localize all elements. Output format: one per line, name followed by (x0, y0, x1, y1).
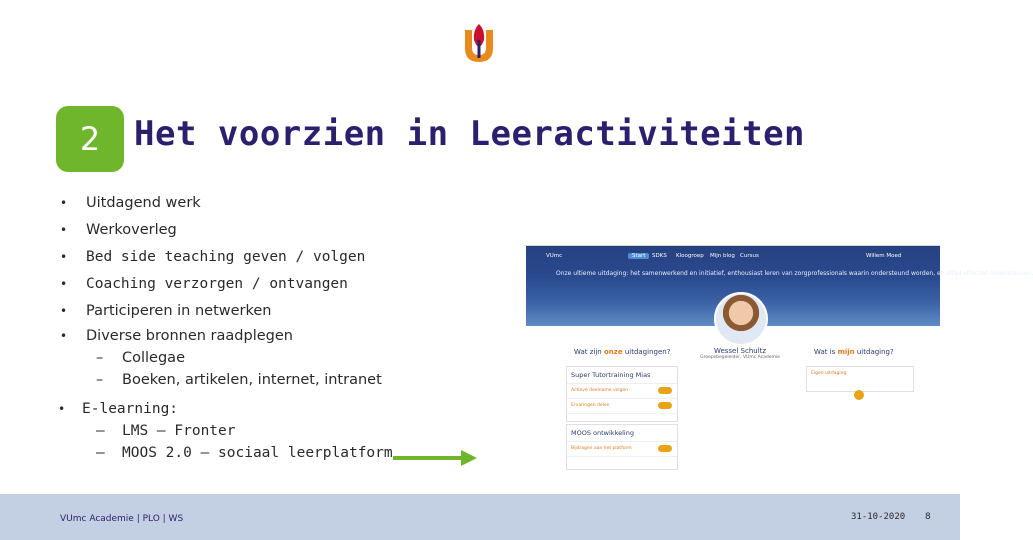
avatar (714, 292, 768, 346)
list-item: • Participeren in netwerken (60, 303, 272, 319)
person-subtitle: Groepsbegeleider, VUmc Academie (700, 355, 780, 360)
sub-list-item: – Collegae (96, 350, 185, 366)
vumc-tulip-logo-icon (462, 20, 496, 64)
list-item: • Uitdagend werk (60, 195, 201, 211)
footer-text: VUmc Academie | PLO | WS (60, 514, 184, 524)
nav-item-blog[interactable]: Mijn blog (710, 253, 735, 259)
platform-nav (526, 250, 940, 264)
person-name: Wessel Schultz (713, 347, 767, 355)
question-right: Wat is mijn uitdaging? (814, 348, 894, 356)
platform-tagline: Onze ultieme uitdaging: het samenwerkend en initiatief, enthousiast leren van zorgprofessionals waarin ondersteund worden, en altijd effectief ondersteunen. (556, 270, 1033, 277)
sub-list-item: – MOOS 2.0 – sociaal leerplatform (96, 445, 393, 461)
challenge-panel-2 (566, 424, 678, 470)
my-challenge-box[interactable]: Eigen uitdaging (806, 366, 914, 392)
panel-row[interactable]: Actieve deelname volgen (567, 384, 677, 399)
toggle-icon[interactable] (658, 445, 672, 452)
footer-bar (0, 494, 960, 540)
panel-row[interactable]: Bijdragen aan het platform (567, 442, 677, 457)
moos-platform-screenshot (524, 236, 1033, 472)
nav-item-sdks[interactable]: SDKS (652, 253, 667, 259)
slide-number-badge (56, 106, 124, 172)
platform-logo: VUmc (546, 253, 563, 259)
user-name[interactable]: Willem Moed (866, 253, 902, 259)
page-number: 8 (925, 512, 931, 522)
question-left: Wat zijn onze uitdagingen? (574, 348, 671, 356)
add-button-icon[interactable] (854, 390, 864, 400)
toggle-icon[interactable] (658, 402, 672, 409)
sub-list-item: – LMS – Fronter (96, 423, 236, 439)
panel-title: MOOS ontwikkeling (567, 425, 677, 442)
slide-number: 2 (79, 120, 101, 158)
nav-item-kloogroep[interactable]: Kloogroep (676, 253, 704, 259)
list-item: • Werkoverleg (60, 222, 177, 238)
panel-title: Super Tutortraining Mias (567, 367, 677, 384)
arrow-right-icon (393, 448, 477, 468)
panel-row[interactable]: Ervaringen delen (567, 399, 677, 414)
nav-item-start[interactable]: Start (628, 253, 649, 259)
sub-list-item: – Boeken, artikelen, internet, intranet (96, 372, 382, 388)
challenge-panel-1 (566, 366, 678, 422)
list-item: • Bed side teaching geven / volgen (60, 249, 366, 265)
list-item: • Coaching verzorgen / ontvangen (60, 276, 348, 292)
person-card (700, 347, 780, 360)
slide-title: Het voorzien in Leeractiviteiten (134, 114, 806, 154)
list-item: • E-learning: (58, 401, 179, 417)
browser-address-bar (524, 238, 940, 246)
nav-item-cursus[interactable]: Cursus (740, 253, 759, 259)
footer-date: 31-10-2020 (851, 512, 906, 522)
bullet-list (56, 190, 496, 391)
toggle-icon[interactable] (658, 387, 672, 394)
list-item: • Diverse bronnen raadplegen (60, 328, 293, 344)
